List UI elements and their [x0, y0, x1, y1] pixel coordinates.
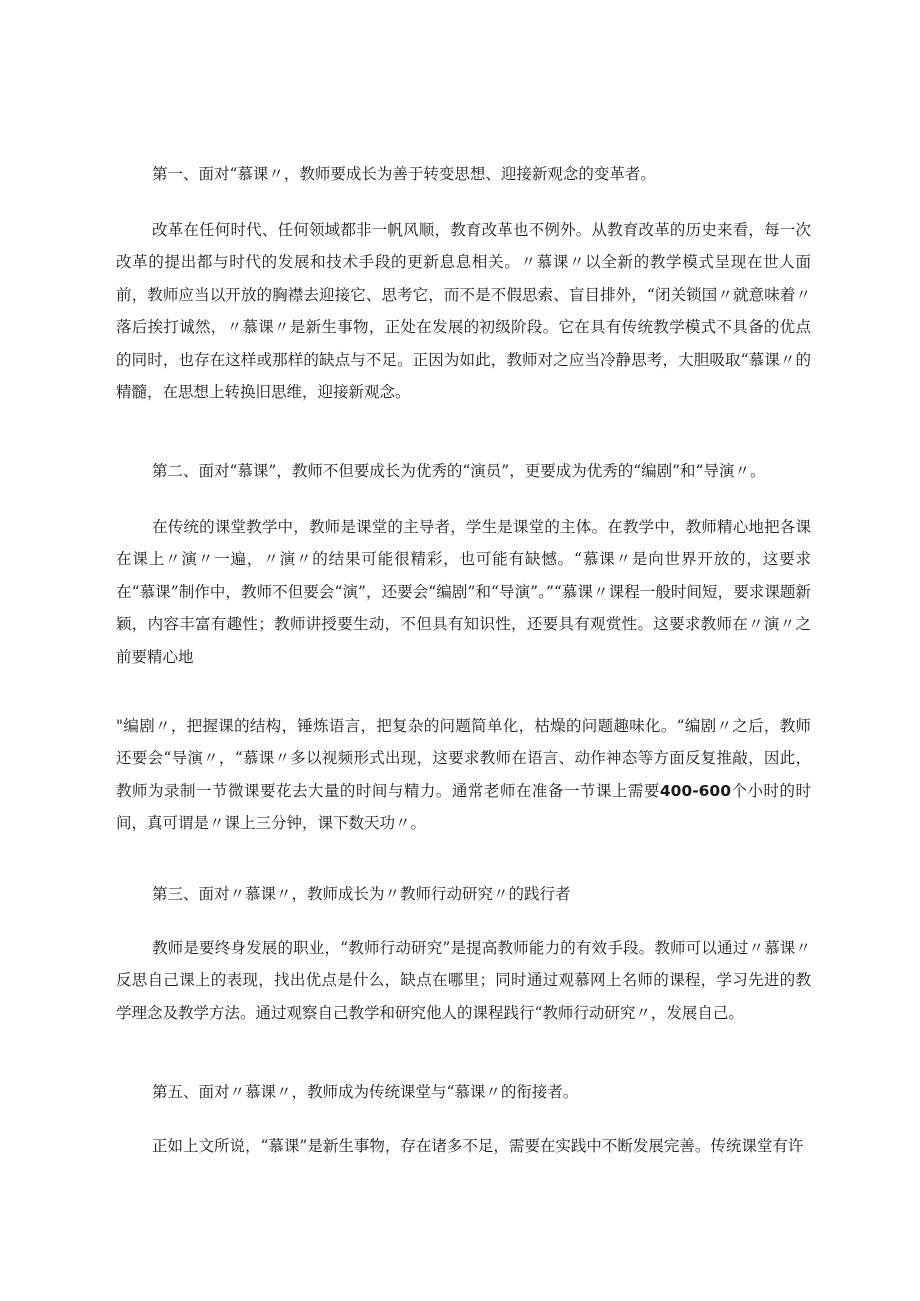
- section-heading-2: 第二、面对“慕课”，教师不但要成长为优秀的“演员”，更要成为优秀的“编剧”和“导演〃。: [152, 462, 766, 480]
- paragraph-2: 在传统的课堂教学中，教师是课堂的主导者，学生是课堂的主体。在教学中，教师精心地把各课在课上〃演〃一遍，〃演〃的结果可能很精彩，也可能有缺憾。“慕课〃是向世界开放的，这要求在“慕课”制作中，教师不但要会“演”，还要会“编剧”和“导演”。”“慕课〃课程一般时间短，要求课题新颖，内容丰富有趣性；教师讲授要生动，不但具有知识性，还要具有观赏性。这要求教师在〃演〃之前要精心地: [116, 518, 811, 666]
- hours-figure: 400-600: [659, 781, 731, 800]
- section-heading-1: 第一、面对“慕课〃，教师要成长为善于转变思想、迎接新观念的变革者。: [152, 165, 656, 183]
- paragraph-1: 改革在任何时代、任何领域都非一帆风顺，教育改革也不例外。从教育改革的历史来看，每一次改革的提出都与时代的发展和技术手段的更新息息相关。〃慕课〃以全新的教学模式呈现在世人面前，教师应当以开放的胸襟去迎接它、思考它，而不是不假思索、盲目排外，“闭关锁国〃就意味着〃落后挨打诚然，〃慕课〃是新生事物，正处在发展的初级阶段。它在具有传统教学模式不具备的优点的同时，也存在这样或那样的缺点与不足。正因为如此，教师对之应当冷静思考，大胆吸取“慕课〃的精髓，在思想上转换旧思维，迎接新观念。: [116, 221, 811, 402]
- paragraph-3-text-a: "编剧〃，把握课的结构，锤炼语言，把复杂的问题简单化，枯燥的问题趣味化。“编剧〃之后，教师还要会“导演〃，“慕课〃多以视频形式出现，这要求教师在语言、动作神态等方面反复推敲，因此，教师为录制一节微课要花去大量的时间与精力。通常老师在准备一节课上需要: [116, 717, 811, 800]
- paragraph-4: 教师是要终身发展的职业，“教师行动研究”是提高教师能力的有效手段。教师可以通过〃慕课〃反思自己课上的表现，找出优点是什么，缺点在哪里；同时通过观慕网上名师的课程，学习先进的教学理念及教学方法。通过观察自己教学和研究他人的课程践行“教师行动研究〃，发展自己。: [116, 939, 811, 1022]
- paragraph-5: 正如上文所说，“慕课”是新生事物，存在诸多不足，需要在实践中不断发展完善。传统课堂有许: [152, 1137, 804, 1155]
- section-heading-3: 第三、面对〃慕课〃，教师成长为〃教师行动研究〃的践行者: [152, 885, 571, 903]
- section-heading-5: 第五、面对〃慕课〃，教师成为传统课堂与“慕课〃的衔接者。: [152, 1083, 579, 1101]
- paragraph-3-text-b: 个小时的时间，真可谓是〃课上三分钟，课下数天功〃。: [116, 781, 811, 833]
- paragraph-3: [116, 710, 811, 840]
